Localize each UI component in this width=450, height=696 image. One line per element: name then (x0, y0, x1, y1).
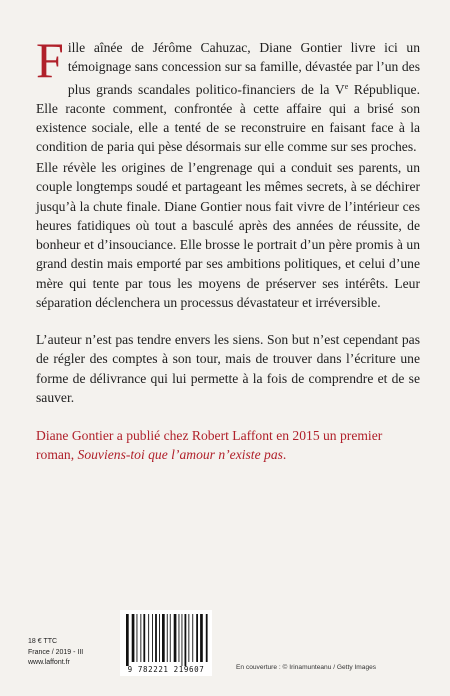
barcode-bar (126, 614, 129, 666)
superscript-e: e (344, 81, 349, 91)
barcode-bar (159, 614, 160, 662)
bio-book-title: Souviens-toi que l’amour n’existe pas (77, 447, 283, 463)
bio-end: . (282, 447, 287, 463)
barcode-bar (170, 614, 171, 662)
paragraph-2: Elle révèle les origines de l’engrenage qui a conduit ses parents, un couple longtemps soudé et partageant les mêmes secrets, à se déchirer jusqu’à la chute finale. Diane Gontier nous fait vivre de l’intérieur ces heures fatidiques où tout a basculé après des années de réussite, de bonheur et d’insouciance. Elle brosse le portrait d’un père promis à un grand destin mais emporté par ses ambitions politiques, et celui d’une mère qui tente par tous les moyens de préserver ses intérêts. Leur séparation déclenchera un processus dévastateur et irréversible. (36, 160, 420, 311)
cover-credit: En couverture : © Irinamunteanu / Getty Images (236, 664, 377, 671)
barcode-bar (185, 614, 187, 666)
barcode-bars (120, 610, 212, 666)
edition: France / 2019 - III (28, 648, 84, 656)
paragraph-1 (36, 32, 420, 157)
barcode-bar (179, 614, 180, 662)
barcode-bar (200, 614, 203, 662)
barcode-bar (140, 614, 141, 662)
barcode-bar (196, 614, 198, 662)
price: 18 € TTC (28, 638, 58, 645)
barcode-bar (148, 614, 149, 662)
barcode-bar (132, 614, 135, 662)
paragraph-3: L’auteur n’est pas tendre envers les siens. Son but n’est cependant pas de régler des comptes à son tour, mais de trouver dans l’écriture une forme de délivrance qui lui permette à la fois de comprendre et de se sauver. (36, 332, 420, 405)
barcode-bar (143, 614, 145, 662)
barcode-number: 9 782221 219607 (127, 665, 205, 674)
barcode-bar (155, 614, 157, 662)
barcode-bar (174, 614, 177, 662)
barcode-bar (182, 614, 183, 666)
barcode-bar (206, 614, 208, 662)
barcode (120, 610, 212, 676)
paragraph-1-text-end: République. Elle raconte comment, confrontée à cette affaire qui a brisé son existence sociale, elle a tenté de se reconstruire en faisant face à la condition de paria qui pèse désormais sur elle comme sur ses proches. (36, 81, 420, 155)
barcode-bar (162, 614, 165, 662)
barcode-bar (167, 614, 168, 662)
price-info (28, 637, 83, 669)
barcode-bar (152, 614, 153, 662)
paragraph-1-text: ille aînée de Jérôme Cahuzac, Diane Gontier livre ici un témoignage sans concession sur sa famille, dévastée par l’un des plus grands scandales politico-financiers de la V (67, 40, 420, 97)
barcode-bar (188, 614, 189, 662)
barcode-bar (192, 614, 193, 662)
bio-text: Diane Gontier a publié chez Robert Laffont en 2015 un premier roman, (36, 428, 383, 463)
website: www.laffont.fr (28, 659, 70, 666)
barcode-bar (137, 614, 138, 662)
drop-cap: F (36, 32, 64, 88)
author-bio (36, 426, 420, 465)
